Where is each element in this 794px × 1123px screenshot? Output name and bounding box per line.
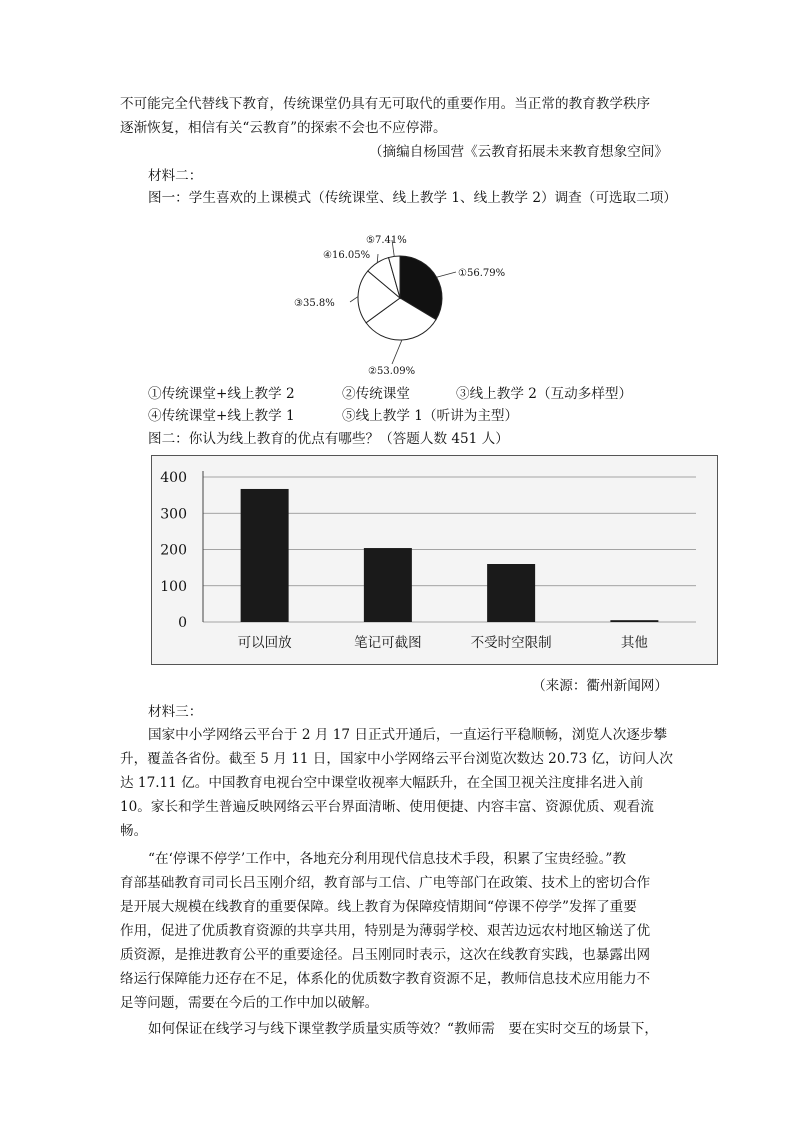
x-tick-label: 可以回放 [237, 635, 292, 651]
pie-leader-2 [392, 340, 402, 364]
x-tick-label: 其他 [620, 635, 648, 651]
legend-item-3: ③线上教学 2（互动多样型） [456, 386, 633, 402]
pie-leader-1 [437, 272, 456, 277]
m3-p2-line-2: 育部基础教育司司长吕玉刚介绍，教育部与工信、广电等部门在政策、技术上的密切合作 [120, 875, 651, 891]
figure-source: （来源：衢州新闻网） [532, 678, 668, 694]
y-tick-label: 300 [160, 506, 187, 523]
y-tick-label: 400 [160, 470, 187, 486]
intro-line-2: 逐渐恢复，相信有关“云教育”的探索不会也不应停滞。 [120, 120, 447, 136]
m3-p2-line-6: 络运行保障能力还存在不足，体系化的优质数字教育资源不足，教师信息技术应用能力不 [120, 971, 651, 987]
figure1-caption: 图一：学生喜欢的上课模式（传统课堂、线上教学 1、线上教学 2）调查（可选取二项） [148, 190, 677, 206]
m3-p1-line-1: 国家中小学网络云平台于 2 月 17 日正式开通后，一直运行平稳顺畅，浏览人次逐步攀 [148, 727, 668, 743]
y-tick-label: 0 [178, 615, 187, 631]
material3-heading: 材料三： [148, 704, 203, 720]
m3-p1-line-5: 畅。 [120, 823, 148, 839]
intro-line-1: 不可能完全代替线下教育，传统课堂仍具有无可取代的重要作用。当正常的教育教学秩序 [120, 96, 651, 112]
m3-p2-line-3: 是开展大规模在线教育的重要保障。线上教育为保障疫情期间“停课不停学”发挥了重要 [120, 899, 637, 915]
bar-2 [364, 548, 412, 622]
m3-p1-line-4: 10。家长和学生普遍反映网络云平台界面清晰、使用便捷、内容丰富、资源优质、观看流 [120, 799, 654, 815]
m3-p1-line-3: 达 17.11 亿。中国教育电视台空中课堂收视率大幅跃升，在全国卫视关注度排名进入前 [120, 775, 644, 791]
legend-item-1: ①传统课堂+线上教学 2 [148, 386, 295, 402]
x-tick-label: 不受时空限制 [470, 635, 552, 651]
bar-1 [241, 489, 289, 622]
m3-p2-line-1: “在‘停课不停学’工作中，各地充分利用现代信息技术手段，积累了宝贵经验。”教 [148, 851, 626, 867]
figure2-caption: 图二：你认为线上教育的优点有哪些？（答题人数 451 人） [148, 431, 509, 447]
m3-p2-line-4: 作用，促进了优质教育资源的共享共用，特别是为薄弱学校、艰苦边远农村地区输送了优 [120, 923, 651, 939]
bar-chart [151, 455, 718, 665]
pie-leader-4 [377, 254, 378, 263]
m3-p2-line-5: 质资源，是推进教育公平的重要途径。吕玉刚同时表示，这次在线教育实践，也暴露出网 [120, 947, 651, 963]
m3-p2-line-7: 足等问题，需要在今后的工作中加以破解。 [120, 995, 379, 1011]
bar-4 [610, 620, 658, 622]
pie-leader-3 [350, 297, 358, 302]
y-tick-label: 100 [160, 578, 187, 595]
pie-label-3: ③35.8% [294, 298, 335, 309]
citation: （摘编自杨国营《云教育拓展未来教育想象空间》 [368, 144, 668, 160]
legend-item-2: ②传统课堂 [342, 386, 410, 402]
pie-chart [280, 228, 570, 378]
pie-label-5: ⑤7.41% [366, 235, 407, 246]
legend-item-4: ④传统课堂+线上教学 1 [148, 408, 295, 424]
legend-item-5: ⑤线上教学 1（听讲为主型） [342, 408, 519, 424]
material2-heading: 材料二： [148, 168, 203, 184]
m3-p3-line-1: 如何保证在线学习与线下课堂教学质量实质等效？“教师需 要在实时交互的场景下， [148, 1021, 658, 1037]
pie-label-4: ④16.05% [323, 250, 371, 261]
bar-3 [487, 564, 535, 622]
y-tick-label: 200 [160, 542, 187, 559]
pie-label-1: ①56.79% [458, 268, 506, 279]
pie-label-2: ②53.09% [368, 366, 416, 377]
x-tick-label: 笔记可截图 [354, 635, 422, 651]
m3-p1-line-2: 升，覆盖各省份。截至 5 月 11 日，国家中小学网络云平台浏览次数达 20.73 亿，访问人次 [120, 751, 673, 767]
